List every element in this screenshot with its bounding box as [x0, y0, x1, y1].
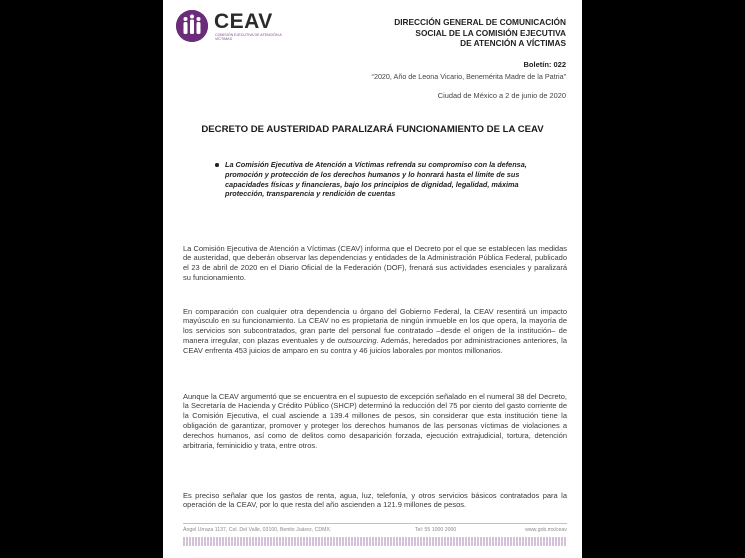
footer-decorative-band	[183, 537, 567, 546]
ceav-logo	[176, 10, 286, 44]
issuer-line-2: SOCIAL DE LA COMISIÓN EJECUTIVA	[415, 27, 566, 38]
paragraph-1: La Comisión Ejecutiva de Atención a Víctimas (CEAV) informa que el Decreto por el que se establecen las medidas de austeridad, que deberán observar las dependencias y entidades de la Administración Pública Federal, publicado el 23 de abril de 2020 en el Diario Oficial de la Federación (DOF), frenará sus actividades esenciales y paralizará su funcionamiento.	[183, 243, 567, 283]
paragraph-2	[183, 307, 567, 357]
bullet-dot-icon	[215, 163, 219, 167]
bulletin-number: Boletín: 022	[523, 60, 566, 69]
issuer-header	[336, 17, 566, 49]
paragraph-2-part-a: En comparación con cualquier otra dependencia u órgano del Gobierno Federal, la CEAV resentirá un impacto mayúsculo en su funcionamiento. La CEAV no es propietaria de ningún inmueble en los que opera, la mayoría de los servicios son subcontratados, gran parte del personal fue contratado –desde el origen de la institución– de manera irregular, con plazas eventuales y de	[183, 306, 567, 346]
footer-phone: Tel: 55 1000 2000	[415, 527, 457, 533]
summary-bullet: La Comisión Ejecutiva de Atención a Víctimas refrenda su compromiso con la defensa, promoción y protección de los derechos humanos y lo honrará hasta el límite de sus capacidades físicas y financieras, bajo los principios de dignidad, legalidad, máxima protección, transparencia y rendición de cuentas	[225, 160, 527, 199]
press-release-title: DECRETO DE AUSTERIDAD PARALIZARÁ FUNCIONAMIENTO DE LA CEAV	[201, 124, 544, 135]
paragraph-4: Es preciso señalar que los gastos de renta, agua, luz, telefonía, y otros servicios básicos contratados para la operación de la CEAV, por lo que resta del año ascienden a 121.9 millones de pesos.	[183, 490, 567, 510]
footer-website-link[interactable]: www.gob.mx/ceav	[525, 527, 567, 533]
footer-divider	[183, 523, 567, 524]
document-page	[163, 0, 582, 558]
year-motto: “2020, Año de Leona Vicario, Benemérita Madre de la Patria”	[371, 72, 566, 81]
footer-address: Ángel Urraza 1137, Col. Del Valle, 03100, Benito Juárez, CDMX.	[183, 527, 332, 533]
logo-name: CEAV	[214, 10, 273, 33]
footer	[183, 526, 567, 536]
paragraph-2-part-b: . Además, heredados por administraciones anteriores, la CEAV enfrenta 453 juicios de amparo en su contra y 46 juicios laborales por montos millonarios.	[183, 336, 567, 356]
paragraph-2-emphasis: outsourcing	[337, 336, 377, 346]
dateline: Ciudad de México a 2 de junio de 2020	[437, 91, 566, 100]
issuer-line-1: DIRECCIÓN GENERAL DE COMUNICACIÓN	[394, 17, 566, 27]
logo-subtitle: COMISIÓN EJECUTIVA DE ATENCIÓN A VÍCTIMAS	[215, 33, 282, 42]
ceav-logo-icon	[176, 10, 208, 42]
paragraph-3: Aunque la CEAV argumentó que se encuentra en el supuesto de excepción señalado en el numeral 38 del Decreto, la Secretaría de Hacienda y Crédito Público (SHCP) determinó la reducción del 75 por ciento del gasto corriente de la Comisión Ejecutiva, el cual asciende a 139.4 millones de pesos, sin considerar que esta institución tiene la obligación de garantizar, promover y proteger los derechos humanos de las personas víctimas de violaciones a derechos humanos, así como de delitos como desaparición forzada, ejecución extrajudicial, tortura, detención arbitraria, feminicidio y trata, entre otros.	[183, 391, 567, 451]
issuer-line-3: DE ATENCIÓN A VÍCTIMAS	[460, 38, 566, 49]
